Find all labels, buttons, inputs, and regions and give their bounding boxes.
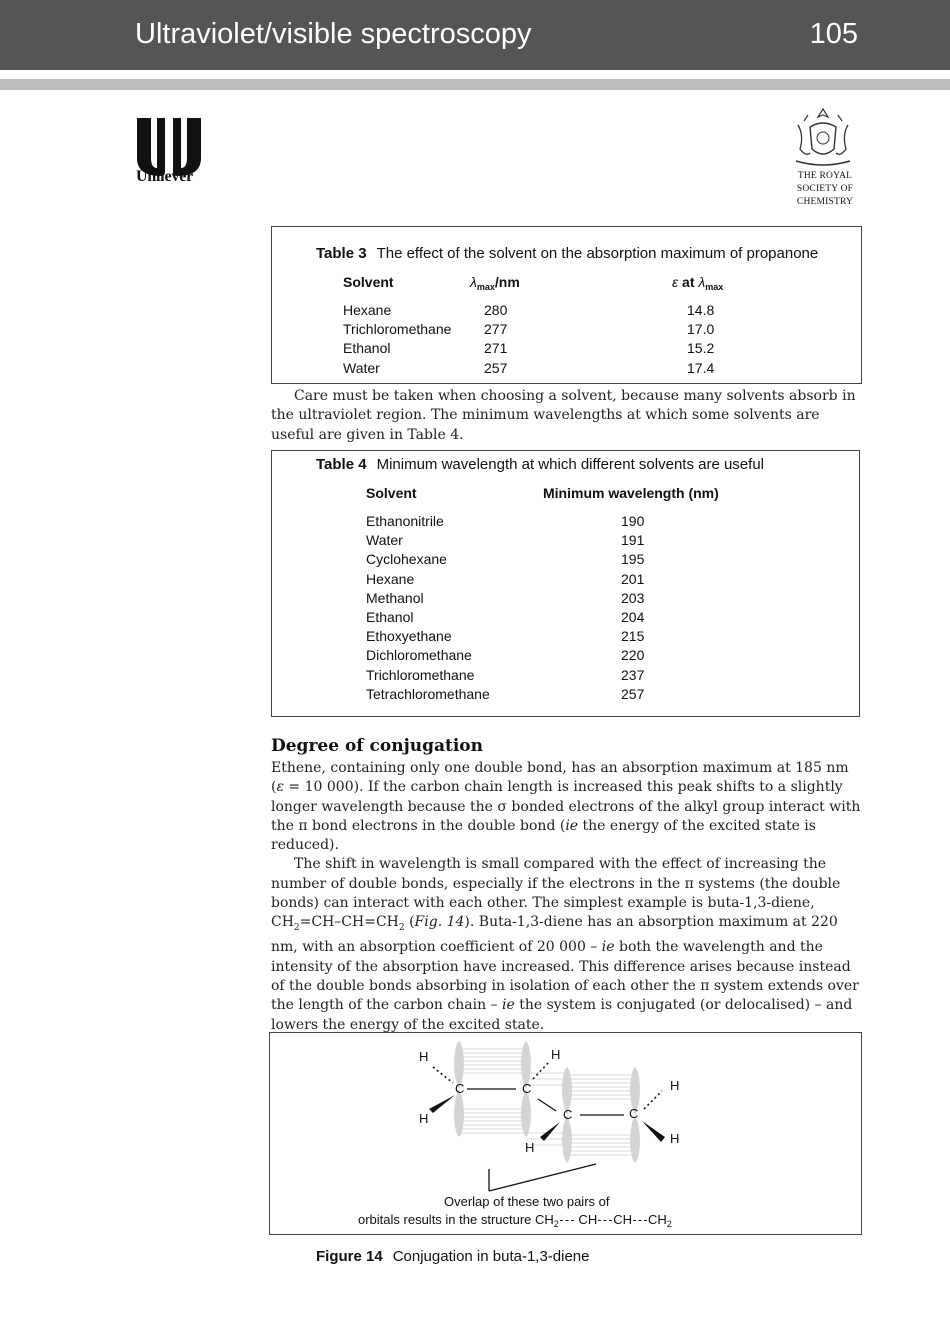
table3-col-lambda: 280 277 271 257 xyxy=(484,302,508,376)
conjugation-text xyxy=(271,759,861,1035)
page-number: 105 xyxy=(809,18,858,50)
rsc-crest-icon xyxy=(790,105,856,171)
orbital-overlap-lines xyxy=(460,1049,635,1155)
rsc-name: THE ROYAL SOCIETY OF CHEMISTRY xyxy=(796,171,854,207)
unilever-wordmark: Unilever xyxy=(136,168,194,185)
table3-header-epsilon: ε at $\lambda_{max}$ xyxy=(672,274,724,292)
table3-header-solvent: Solvent xyxy=(343,274,394,290)
atom-c: C xyxy=(455,1081,465,1096)
atom-h: H xyxy=(525,1140,535,1155)
table4-col-solvent: Ethanonitrile Water Cyclohexane Hexane Methanol Ethanol Ethoxyethane Dichloromethane Trichloromethane Tetrachloromethane xyxy=(366,513,490,702)
overlap-note-line1: Overlap of these two pairs of xyxy=(444,1194,610,1209)
atom-c: C xyxy=(522,1081,532,1096)
table3-box xyxy=(271,226,862,384)
atom-h: H xyxy=(670,1078,680,1093)
atom-h: H xyxy=(419,1111,429,1126)
table4-caption: Table 4 Minimum wavelength at which different solvents are useful xyxy=(316,456,764,473)
table4-col-wavelength: 190 191 195 201 203 204 215 220 237 257 xyxy=(621,513,645,702)
header-rule xyxy=(0,79,950,90)
sigma-bonds xyxy=(467,1089,624,1191)
table4-box xyxy=(271,450,860,717)
page-header xyxy=(0,0,950,70)
table4-header-solvent: Solvent xyxy=(366,485,417,501)
atom-c: C xyxy=(563,1107,573,1122)
atom-c: C xyxy=(629,1106,639,1121)
atom-h: H xyxy=(551,1047,561,1062)
overlap-note-line2: orbitals results in the structure $CH_2$ CH CH $CH_2$ xyxy=(358,1212,672,1229)
figure14-caption: Figure 14 Conjugation in buta-1,3-diene xyxy=(316,1248,590,1265)
solvent-paragraph: Care must be taken when choosing a solvent, because many solvents absorb in the ultraviolet region. The minimum wavelengths at which some solvents are useful are given in Table 4. xyxy=(271,388,856,443)
table3-header-lambda: $\lambda_{max}/nm$ xyxy=(470,274,520,292)
running-title: Ultraviolet/visible spectroscopy xyxy=(135,18,532,50)
table3-col-epsilon: 14.8 17.0 15.2 17.4 xyxy=(687,302,715,376)
figure14-box xyxy=(269,1032,862,1235)
section-heading: Degree of conjugation xyxy=(271,736,483,756)
table4-header-wavelength: Minimum wavelength (nm) xyxy=(543,485,719,501)
table3-caption: Table 3 The effect of the solvent on the absorption maximum of propanone xyxy=(316,245,819,262)
conjugation-paragraph-1: Ethene, containing only one double bond, has an absorption maximum at 185 nm (ε = 10 000). If the carbon chain length is increased this peak shifts to a slightly longer wavelength because the σ bonded electrons of the alkyl group interact with the π bond electrons in the double bond (ie the energy of the excited state is reduced). xyxy=(271,760,861,854)
atom-h: H xyxy=(419,1049,429,1064)
atom-h: H xyxy=(670,1131,680,1146)
conjugation-paragraph-2: The shift in wavelength is small compared with the effect of increasing the number of double bonds, especially if the electrons in the π systems (the double bonds) can interact with each other. The simplest example is buta-1,3-diene, $CH_2=CH-CH=CH_2$ (Fig. 14). Buta-1,3-diene has an absorption maximum at 220 nm, with an absorption coefficient of 20 000 – ie both the wavelength and the intensity of the absorption have increased. This difference arises because instead of the double bonds absorbing in isolation of each other the π system extends over the length of the carbon chain – ie the system is conjugated (or delocalised) – and lowers the energy of the excited state. xyxy=(271,856,859,1033)
table3-col-solvent: Hexane Trichloromethane Ethanol Water xyxy=(343,302,452,376)
